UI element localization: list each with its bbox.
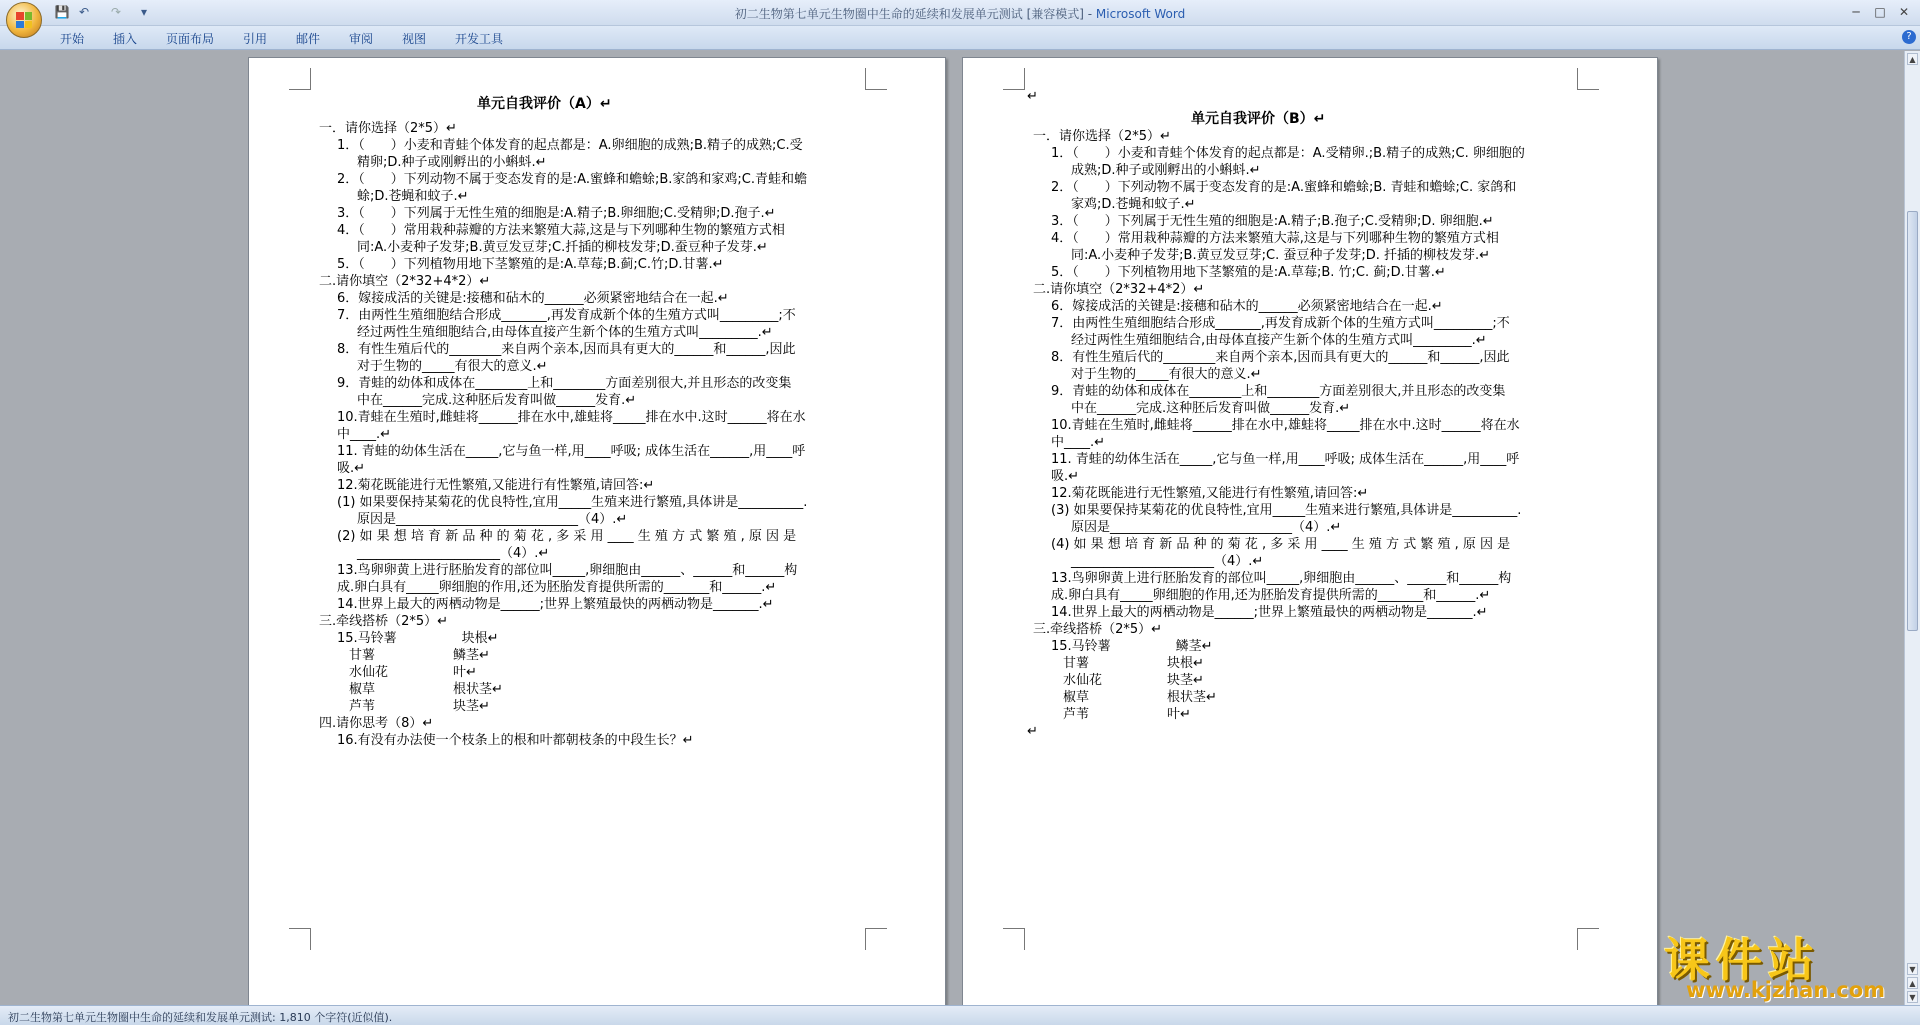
window-title: [0, 5, 1920, 22]
text-line: 蜍;D.苍蝇和蚊子.↵: [357, 189, 469, 204]
text-line: 同:A.小麦种子发芽;B.黄豆发豆芽;C.扦插的柳枝发芽;D.蚕豆种子发芽.↵: [357, 240, 768, 255]
save-icon[interactable]: 💾: [54, 5, 70, 19]
text-line: 6．嫁接成活的关键是:接穗和砧木的______必须紧密地结合在一起.↵: [1051, 299, 1443, 314]
office-button[interactable]: [6, 2, 42, 38]
crop-mark: [865, 68, 887, 90]
tab-references[interactable]: 引用: [243, 32, 268, 46]
text-line: 16.有没有办法使一个枝条上的根和叶都朝枝条的中段生长？↵: [337, 733, 694, 748]
scrollbar-thumb[interactable]: [1907, 211, 1918, 631]
text-line: 三.牵线搭桥（2*5）↵: [1033, 622, 1163, 637]
scroll-up-icon[interactable]: ▲: [1907, 53, 1918, 65]
text-line: 芦苇 块茎↵: [349, 699, 490, 714]
text-line: ______________________（4）.↵: [357, 546, 550, 561]
text-line: 10.青蛙在生殖时,雌蛙将______排在水中,雄蛙将_____排在水中.这时______将在水: [337, 410, 806, 425]
text-line: (3) 如果要保持某菊花的优良特性,宜用_____生殖来进行繁殖,具体讲是__________.: [1051, 503, 1522, 518]
text-line: 三.牵线搭桥（2*5）↵: [319, 614, 449, 629]
text-line: 8．有性生殖后代的________来自两个亲本,因而具有更大的______和______,因此: [1051, 350, 1510, 365]
tab-insert[interactable]: 插入: [113, 32, 138, 46]
undo-icon[interactable]: ↶: [78, 5, 90, 19]
crop-mark: [289, 928, 311, 950]
text-line: 13.鸟卵卵黄上进行胚胎发育的部位叫_____,卵细胞由______、______和______构: [337, 563, 798, 578]
crop-mark: [1577, 68, 1599, 90]
tab-mailings[interactable]: 邮件: [296, 32, 321, 46]
text-line: 二.请你填空（2*32+4*2）↵: [319, 274, 491, 289]
ribbon-tabs: [0, 26, 1920, 50]
text-line: 椒草 根状茎↵: [1063, 690, 1217, 705]
document-page-a[interactable]: [248, 57, 946, 1005]
text-line: 甘薯 鳞茎↵: [349, 648, 490, 663]
watermark-logo: [1664, 924, 1914, 1004]
page-title: 单元自我评价（A）↵: [477, 96, 612, 112]
text-line: ↵: [1027, 724, 1038, 739]
text-line: 9．青蛙的幼体和成体在________上和________方面差别很大,并且形态的改变集: [1051, 384, 1506, 399]
close-button[interactable]: ✕: [1898, 5, 1910, 19]
text-line: 12.菊花既能进行无性繁殖,又能进行有性繁殖,请回答:↵: [1051, 486, 1369, 501]
text-line: 14.世界上最大的两栖动物是______;世界上繁殖最快的两栖动物是_______.↵: [1051, 605, 1488, 620]
text-line: 3．（ ）下列属于无性生殖的细胞是:A.精子;B.卵细胞;C.受精卵;D.孢子.↵: [337, 206, 776, 221]
text-line: 4．（ ）常用栽种蒜瓣的方法来繁殖大蒜,这是与下列哪种生物的繁殖方式相: [1051, 231, 1499, 246]
next-page-icon[interactable]: ▼: [1907, 991, 1918, 1003]
text-line: 中____.↵: [337, 427, 392, 442]
text-line: ______________________（4）.↵: [1071, 554, 1264, 569]
text-line: 2．（ ）下列动物不属于变态发育的是:A.蜜蜂和蟾蜍;B. 青蛙和蟾蜍;C. 家鸽和: [1051, 180, 1517, 195]
text-line: 5．（ ）下列植物用地下茎繁殖的是:A.草莓;B.蓟;C.竹;D.甘薯.↵: [337, 257, 724, 272]
text-line: 15.马铃薯 块根↵: [337, 631, 499, 646]
text-line: 精卵;D.种子或刚孵出的小蝌蚪.↵: [357, 155, 547, 170]
text-line: 经过两性生殖细胞结合,由母体直接产生新个体的生殖方式叫_________.↵: [357, 325, 773, 340]
redo-icon[interactable]: ↷: [110, 5, 122, 19]
document-title: 初二生物第七单元生物圈中生命的延续和发展单元测试 [兼容模式] -: [734, 7, 1096, 21]
text-line: 对于生物的_____有很大的意义.↵: [1071, 367, 1262, 382]
help-icon[interactable]: ?: [1902, 30, 1916, 44]
text-line: (2) 如 果 想 培 育 新 品 种 的 菊 花 , 多 采 用 ____ 生 殖 方 式 繁 殖 , 原 因 是: [337, 529, 797, 544]
text-line: 同:A.小麦种子发芽;B.黄豆发豆芽;C. 蚕豆种子发芽;D. 扦插的柳枝发芽.↵: [1071, 248, 1491, 263]
text-line: 吸.↵: [337, 461, 366, 476]
text-line: 7．由两性生殖细胞结合形成_______,再发育成新个体的生殖方式叫_________;不: [337, 308, 796, 323]
customize-toolbar-icon[interactable]: ▾: [140, 5, 148, 19]
text-line: 一．请你选择（2*5）↵: [1033, 129, 1171, 144]
crop-mark: [1003, 68, 1025, 90]
text-line: 成.卵白具有_____卵细胞的作用,还为胚胎发育提供所需的_______和______.↵: [1051, 588, 1491, 603]
text-line: 4．（ ）常用栽种蒜瓣的方法来繁殖大蒜,这是与下列哪种生物的繁殖方式相: [337, 223, 785, 238]
text-line: 吸.↵: [1051, 469, 1080, 484]
text-line: 8．有性生殖后代的________来自两个亲本,因而具有更大的______和______,因此: [337, 342, 796, 357]
watermark-url: www.kjzhan.com: [1686, 978, 1886, 1002]
text-line: 水仙花 块茎↵: [1063, 673, 1204, 688]
text-line: 11. 青蛙的幼体生活在_____,它与鱼一样,用____呼吸; 成体生活在______,用____呼: [1051, 452, 1520, 467]
application-name: Microsoft Word: [1095, 7, 1186, 21]
crop-mark: [289, 68, 311, 90]
text-line: 成.卵白具有_____卵细胞的作用,还为胚胎发育提供所需的_______和______.↵: [337, 580, 777, 595]
status-word-count: 初二生物第七单元生物圈中生命的延续和发展单元测试: 1,810 个字符(近似值).: [8, 1011, 393, 1024]
title-bar: [0, 0, 1920, 26]
text-line: 6．嫁接成活的关键是:接穗和砧木的______必须紧密地结合在一起.↵: [337, 291, 729, 306]
text-line: 10.青蛙在生殖时,雌蛙将______排在水中,雄蛙将_____排在水中.这时______将在水: [1051, 418, 1520, 433]
text-line: 5．（ ）下列植物用地下茎繁殖的是:A.草莓;B. 竹;C. 蓟;D.甘薯.↵: [1051, 265, 1446, 280]
text-line: 甘薯 块根↵: [1063, 656, 1204, 671]
status-bar: [0, 1005, 1920, 1025]
text-line: 2．（ ）下列动物不属于变态发育的是:A.蜜蜂和蟾蜍;B.家鸽和家鸡;C.青蛙和蟾: [337, 172, 807, 187]
text-line: 原因是____________________________（4）.↵: [357, 512, 628, 527]
vertical-scrollbar[interactable]: [1904, 51, 1920, 1005]
text-line: 四.请你思考（8）↵: [319, 716, 434, 731]
tab-page-layout[interactable]: 页面布局: [166, 32, 215, 46]
text-line: 水仙花 叶↵: [349, 665, 477, 680]
watermark-title: 课件站: [1664, 933, 1820, 987]
tab-review[interactable]: 审阅: [349, 32, 374, 46]
text-line: 家鸡;D.苍蝇和蚊子.↵: [1071, 197, 1196, 212]
text-line: 7．由两性生殖细胞结合形成_______,再发育成新个体的生殖方式叫_________;不: [1051, 316, 1510, 331]
text-line: ↵: [1027, 89, 1038, 104]
text-line: 13.鸟卵卵黄上进行胚胎发育的部位叫_____,卵细胞由______、______和______构: [1051, 571, 1512, 586]
previous-page-icon[interactable]: ▲: [1907, 977, 1918, 989]
text-line: 成熟;D.种子或刚孵出的小蝌蚪.↵: [1071, 163, 1261, 178]
text-line: 1．（ ）小麦和青蛙个体发育的起点都是：A.受精卵.;B.精子的成熟;C. 卵细胞的: [1051, 146, 1525, 161]
office-logo-icon: [16, 12, 32, 28]
text-line: 9．青蛙的幼体和成体在________上和________方面差别很大,并且形态的改变集: [337, 376, 792, 391]
text-line: 经过两性生殖细胞结合,由母体直接产生新个体的生殖方式叫_________.↵: [1071, 333, 1487, 348]
text-line: 椒草 根状茎↵: [349, 682, 503, 697]
maximize-button[interactable]: □: [1874, 5, 1886, 19]
text-line: 11. 青蛙的幼体生活在_____,它与鱼一样,用____呼吸; 成体生活在______,用____呼: [337, 444, 806, 459]
text-line: 一．请你选择（2*5）↵: [319, 121, 457, 136]
tab-view[interactable]: 视图: [402, 32, 427, 46]
text-line: 1．（ ）小麦和青蛙个体发育的起点都是：A.卵细胞的成熟;B.精子的成熟;C.受: [337, 138, 803, 153]
minimize-button[interactable]: ─: [1852, 5, 1860, 19]
text-line: 对于生物的_____有很大的意义.↵: [357, 359, 548, 374]
text-line: 12.菊花既能进行无性繁殖,又能进行有性繁殖,请回答:↵: [337, 478, 655, 493]
tab-home[interactable]: 开始: [60, 32, 85, 46]
text-line: 中在______完成.这种胚后发育叫做______发育.↵: [1071, 401, 1351, 416]
crop-mark: [1003, 928, 1025, 950]
text-line: 二.请你填空（2*32+4*2）↵: [1033, 282, 1205, 297]
text-line: 3．（ ）下列属于无性生殖的细胞是:A.精子;B.孢子;C.受精卵;D. 卵细胞.↵: [1051, 214, 1494, 229]
text-line: 14.世界上最大的两栖动物是______;世界上繁殖最快的两栖动物是_______.↵: [337, 597, 774, 612]
document-workspace[interactable]: [0, 51, 1904, 1005]
text-line: 中____.↵: [1051, 435, 1106, 450]
text-line: 原因是____________________________（4）.↵: [1071, 520, 1342, 535]
scroll-down-icon[interactable]: ▼: [1907, 963, 1918, 975]
page-title: 单元自我评价（B）↵: [1191, 111, 1326, 127]
text-line: 芦苇 叶↵: [1063, 707, 1191, 722]
text-line: 15.马铃薯 鳞茎↵: [1051, 639, 1213, 654]
crop-mark: [865, 928, 887, 950]
document-page-b[interactable]: [962, 57, 1658, 1005]
crop-mark: [1577, 928, 1599, 950]
tab-developer[interactable]: 开发工具: [455, 32, 504, 46]
text-line: (1) 如果要保持某菊花的优良特性,宜用_____生殖来进行繁殖,具体讲是__________.: [337, 495, 808, 510]
text-line: (4) 如 果 想 培 育 新 品 种 的 菊 花 , 多 采 用 ____ 生 殖 方 式 繁 殖 , 原 因 是: [1051, 537, 1511, 552]
text-line: 中在______完成.这种胚后发育叫做______发育.↵: [357, 393, 637, 408]
